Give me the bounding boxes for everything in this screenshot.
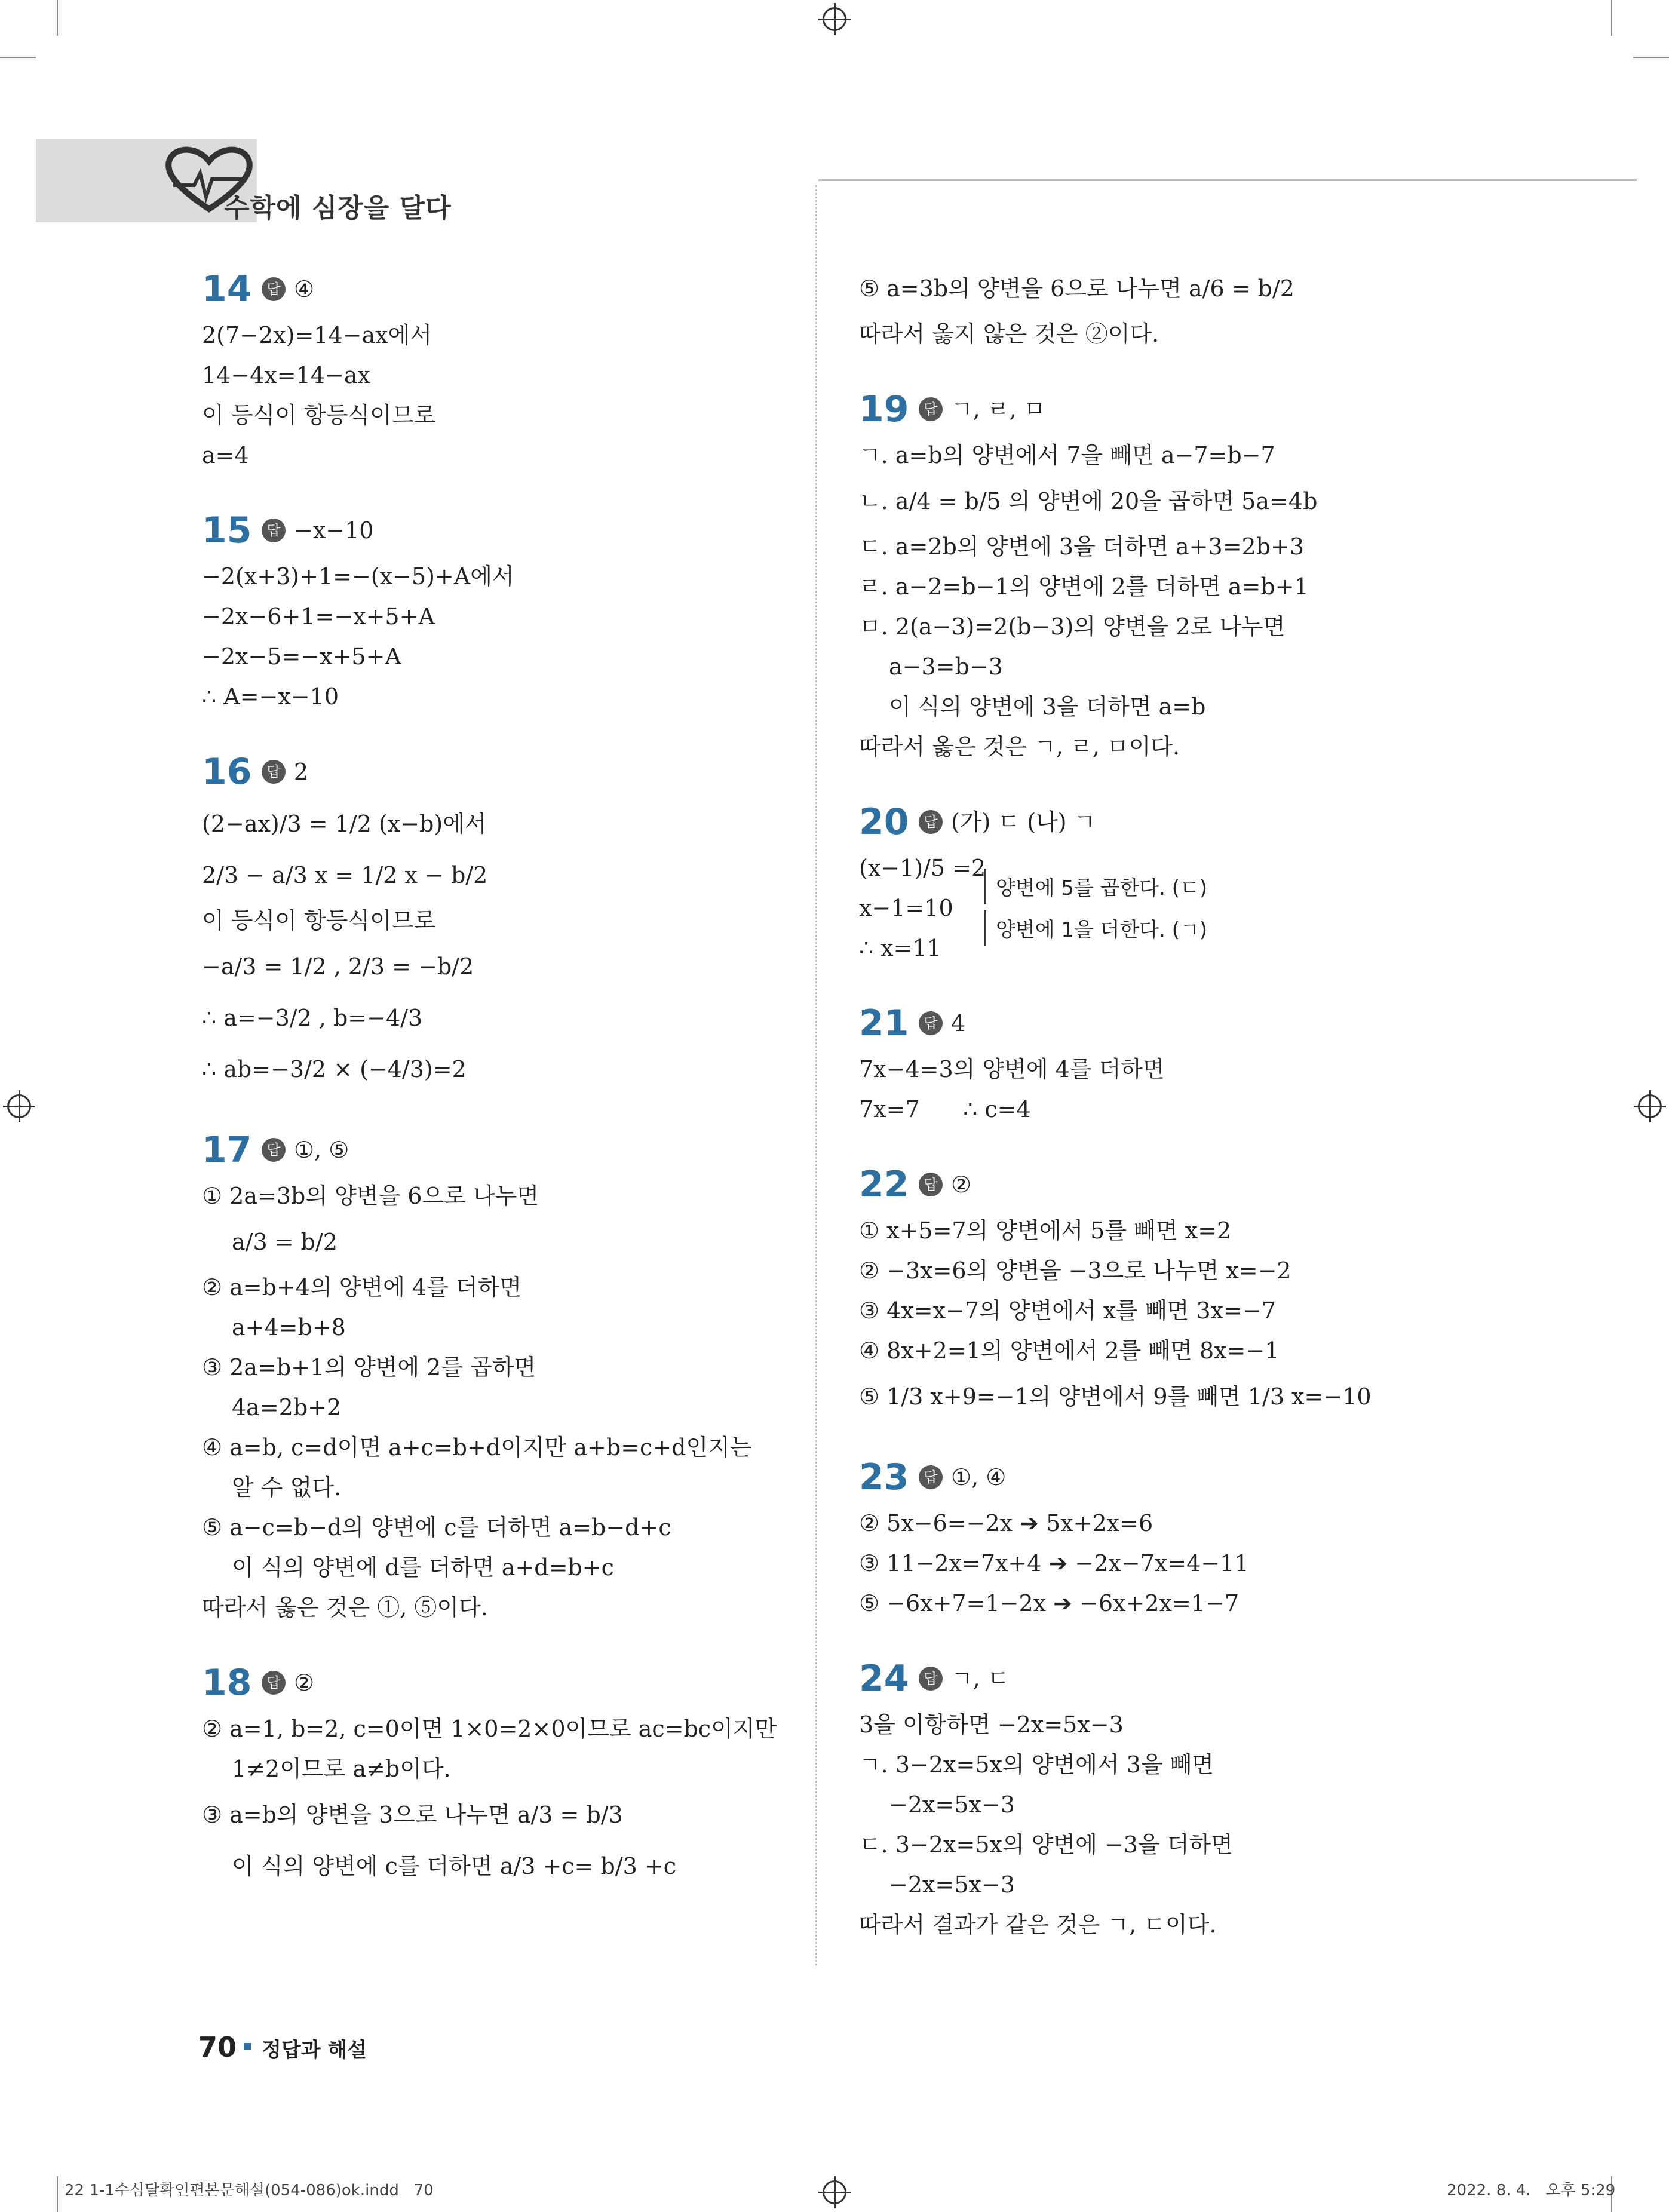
solution-line: ⑤ a=3b의 양변을 6으로 나누면 a/6 = b/2: [859, 275, 1294, 302]
crop-mark: [57, 2176, 58, 2212]
question-number: 15: [202, 509, 252, 551]
left-column: [202, 263, 799, 1920]
solution-line: ⑤ −6x+7=1−2x ➔ −6x+2x=1−7: [859, 1590, 1239, 1616]
solution-line: 알 수 없다.: [232, 1474, 342, 1501]
solution-line: ④ 8x+2=1의 양변에서 2를 빼면 8x=−1: [859, 1337, 1280, 1364]
crop-mark: [0, 57, 36, 58]
question-17: [202, 1124, 799, 1628]
solution-line: ③ 11−2x=7x+4 ➔ −2x−7x=4−11: [859, 1550, 1249, 1576]
answer-badge-icon: 답: [919, 1173, 943, 1196]
solution-line: ㄴ. a/4 = b/5 의 양변에 20을 곱하면 5a=4b: [859, 488, 1318, 514]
brand-title: 수학에 심장을 달다: [224, 193, 452, 223]
solution-line: 이 등식이 항등식이므로: [202, 907, 436, 934]
answer-text: ㄱ, ㄹ, ㅁ: [951, 395, 1046, 422]
solution-line: ③ 2a=b+1의 양변에 2를 곱하면: [202, 1354, 536, 1380]
solution-line: ∴ a=−3/2 , b=−4/3: [202, 1005, 423, 1031]
answer-text: (가) ㄷ (나) ㄱ: [951, 808, 1096, 835]
column-divider: [815, 185, 817, 1965]
question-number: 23: [859, 1456, 909, 1498]
solution-line: ∴ A=−x−10: [202, 683, 339, 710]
question-21: [859, 997, 1456, 1130]
question-number: 24: [859, 1657, 909, 1699]
footer-bullet-icon: [244, 2043, 251, 2050]
solution-line: ① x+5=7의 양변에서 5를 빼면 x=2: [859, 1217, 1232, 1244]
solution-line: 2/3 − a/3 x = 1/2 x − b/2: [202, 862, 488, 888]
question-15: [202, 504, 799, 717]
footer-label: 정답과 해설: [262, 2038, 367, 2062]
solution-line: ㅁ. 2(a−3)=2(b−3)의 양변을 2로 나누면: [859, 613, 1286, 640]
answer-badge-icon: 답: [262, 519, 286, 542]
solution-line: 7x−4=3의 양변에 4를 더하면: [859, 1056, 1165, 1082]
answer-badge-icon: 답: [919, 1011, 943, 1035]
solution-line: 2(7−2x)=14−ax에서: [202, 322, 432, 348]
solution-line: ㄱ. 3−2x=5x의 양변에서 3을 빼면: [859, 1751, 1214, 1778]
solution-line: ③ 4x=x−7의 양변에서 x를 빼면 3x=−7: [859, 1297, 1276, 1324]
question-number: 20: [859, 800, 909, 843]
solution-line: ⑤ a−c=b−d의 양변에 c를 더하면 a=b−d+c: [202, 1514, 671, 1541]
question-number: 16: [202, 750, 252, 793]
question-23: [859, 1451, 1456, 1624]
solution-line: 따라서 옳은 것은 ①, ⑤이다.: [202, 1594, 488, 1621]
solution-line: −2x=5x−3: [889, 1791, 1015, 1818]
answer-badge-icon: 답: [919, 1667, 943, 1691]
solution-line: ∴ ab=−3/2 × (−4/3)=2: [202, 1056, 467, 1082]
solution-line: ㄱ. a=b의 양변에서 7을 빼면 a−7=b−7: [859, 442, 1275, 468]
solution-line: a/3 = b/2: [232, 1229, 338, 1255]
registration-mark-icon: [7, 1094, 31, 1118]
question-18-continued: [859, 263, 1456, 354]
step-note: 양변에 1을 더한다. (ㄱ): [984, 910, 1207, 946]
answer-text: ①, ⑤: [294, 1136, 349, 1163]
solution-line: ② 5x−6=−2x ➔ 5x+2x=6: [859, 1510, 1153, 1536]
solution-line: ⑤ 1/3 x+9=−1의 양변에서 9를 빼면 1/3 x=−10: [859, 1383, 1372, 1410]
question-22: [859, 1158, 1456, 1422]
question-number: 19: [859, 388, 909, 430]
question-19: [859, 383, 1456, 767]
answer-text: 2: [294, 758, 309, 785]
solution-line: a=4: [202, 442, 249, 468]
answer-text: ①, ④: [951, 1464, 1007, 1490]
solution-line: 따라서 결과가 같은 것은 ㄱ, ㄷ이다.: [859, 1912, 1217, 1938]
solution-line: −2x=5x−3: [889, 1872, 1015, 1898]
solution-line: 3을 이항하면 −2x=5x−3: [859, 1711, 1124, 1738]
answer-badge-icon: 답: [262, 277, 286, 301]
question-number: 14: [202, 268, 252, 310]
registration-mark-icon: [823, 7, 846, 31]
solution-line: −2(x+3)+1=−(x−5)+A에서: [202, 563, 514, 590]
answer-badge-icon: 답: [919, 810, 943, 834]
question-18: [202, 1656, 799, 1892]
solution-line: a−3=b−3: [889, 654, 1003, 680]
question-16: [202, 745, 799, 1095]
slug-file: 22 1-1수심달확인편본문해설(054-086)ok.indd 70: [65, 2182, 434, 2199]
solution-line: ㄷ. a=2b의 양변에 3을 더하면 a+3=2b+3: [859, 533, 1305, 560]
answer-badge-icon: 답: [262, 1671, 286, 1695]
solution-line: ① 2a=3b의 양변을 6으로 나누면: [202, 1183, 539, 1209]
solution-line: a+4=b+8: [232, 1314, 346, 1340]
question-number: 17: [202, 1128, 252, 1171]
solution-line: ② a=b+4의 양변에 4를 더하면: [202, 1274, 522, 1300]
solution-line: x−1=10: [859, 895, 953, 921]
header-rule: [818, 179, 1637, 181]
right-column: [859, 263, 1456, 1974]
crop-mark: [1611, 0, 1612, 36]
answer-badge-icon: 답: [262, 1138, 286, 1162]
answer-text: ②: [951, 1171, 972, 1198]
solution-line: 이 식의 양변에 c를 더하면 a/3 +c= b/3 +c: [232, 1853, 677, 1879]
answer-text: 4: [951, 1010, 966, 1036]
solution-line: 이 등식이 항등식이므로: [202, 402, 436, 428]
answer-badge-icon: 답: [262, 760, 286, 784]
solution-line: ㄹ. a−2=b−1의 양변에 2를 더하면 a=b+1: [859, 573, 1309, 600]
solution-line: 7x=7 ∴ c=4: [859, 1096, 1031, 1122]
question-24: [859, 1652, 1456, 1945]
solution-line: −2x−5=−x+5+A: [202, 643, 401, 670]
answer-text: ㄱ, ㄷ: [951, 1665, 1010, 1692]
page-number: 70: [198, 2031, 237, 2063]
solution-line: ② a=1, b=2, c=0이면 1×0=2×0이므로 ac=bc이지만: [202, 1716, 777, 1742]
answer-text: ④: [294, 275, 315, 302]
solution-line: ㄷ. 3−2x=5x의 양변에 −3을 더하면: [859, 1831, 1233, 1858]
solution-line: ② −3x=6의 양변을 −3으로 나누면 x=−2: [859, 1257, 1291, 1284]
answer-badge-icon: 답: [919, 1465, 943, 1489]
solution-line: 4a=2b+2: [232, 1394, 342, 1421]
question-number: 18: [202, 1661, 252, 1704]
solution-line: 따라서 옳지 않은 것은 ②이다.: [859, 321, 1159, 347]
slug-date: 2022. 8. 4. 오후 5:29: [1447, 2182, 1616, 2199]
answer-text: −x−10: [294, 517, 374, 544]
solution-line: ④ a=b, c=d이면 a+c=b+d이지만 a+b=c+d인지는: [202, 1434, 752, 1461]
question-20: [859, 796, 1456, 968]
registration-mark-icon: [1638, 1094, 1662, 1118]
crop-mark: [1633, 57, 1669, 58]
solution-line: ∴ x=11: [859, 935, 941, 961]
solution-line: 14−4x=14−ax: [202, 362, 370, 388]
question-14: [202, 263, 799, 475]
question-number: 22: [859, 1163, 909, 1205]
question-number: 21: [859, 1002, 909, 1044]
solution-line: 따라서 옳은 것은 ㄱ, ㄹ, ㅁ이다.: [859, 734, 1180, 760]
solution-line: (x−1)/5 =2: [859, 855, 986, 881]
solution-line: 이 식의 양변에 d를 더하면 a+d=b+c: [232, 1554, 614, 1581]
solution-line: 1≠2이므로 a≠b이다.: [232, 1756, 451, 1782]
crop-mark: [57, 0, 58, 36]
solution-line: (2−ax)/3 = 1/2 (x−b)에서: [202, 811, 487, 837]
solution-line: −2x−6+1=−x+5+A: [202, 603, 435, 630]
registration-mark-icon: [823, 2180, 846, 2204]
solution-line: −a/3 = 1/2 , 2/3 = −b/2: [202, 953, 474, 980]
answer-text: ②: [294, 1669, 315, 1696]
solution-line: 이 식의 양변에 3을 더하면 a=b: [889, 694, 1206, 720]
answer-badge-icon: 답: [919, 397, 943, 421]
step-note: 양변에 5를 곱한다. (ㄷ): [984, 869, 1207, 904]
solution-line: ③ a=b의 양변을 3으로 나누면 a/3 = b/3: [202, 1802, 623, 1828]
